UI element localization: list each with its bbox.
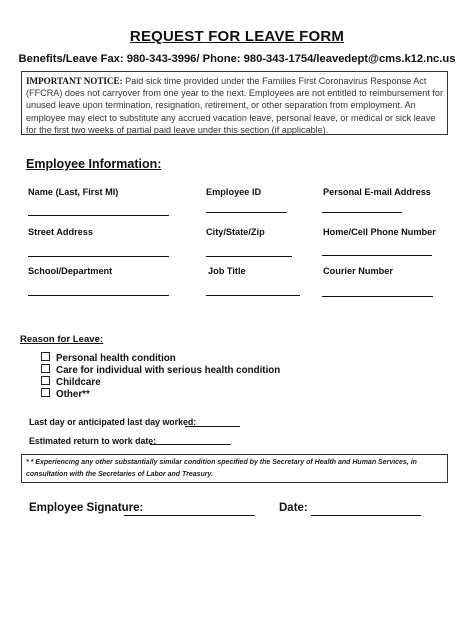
- return-date-label: Estimated return to work date:: [29, 436, 157, 446]
- school-dept-field[interactable]: [28, 295, 169, 296]
- reason-option: [41, 388, 90, 400]
- employee-id-label: Employee ID: [206, 187, 262, 197]
- notice-label: IMPORTANT NOTICE:: [26, 76, 123, 86]
- city-state-zip-label: City/State/Zip: [206, 227, 265, 237]
- city-state-zip-field[interactable]: [206, 256, 292, 257]
- checkbox-care-individual[interactable]: [41, 364, 50, 373]
- checkbox-personal-health[interactable]: [41, 352, 50, 361]
- date-label: Date:: [279, 502, 308, 514]
- form-title: REQUEST FOR LEAVE FORM: [129, 28, 345, 45]
- personal-email-label: Personal E-mail Address: [323, 187, 431, 197]
- employee-info-heading: Employee Information:: [26, 157, 162, 171]
- street-label: Street Address: [28, 227, 94, 237]
- reason-option: [41, 364, 280, 376]
- job-title-field[interactable]: [206, 295, 300, 296]
- footnote-box: * * Experiencing any other substantially similar condition specified by the Secretary of Health and Human Services, in consultation with the Secretaries of Labor and Treasury.: [21, 454, 448, 483]
- notice-text: Paid sick time provided under the Families First Coronavirus Response Act (FFCRA) does not carryover from one year to the next. Employees are not entitled to reimbursement for unused leave upon termination, resignation, retirement, or other separation from employment. An employee may elect to substitute any accrued vacation leave, personal leave, or medical or sick leave for the first two weeks of partial paid leave under this section (if applicable).: [26, 76, 443, 135]
- signature-date-field[interactable]: [311, 515, 421, 516]
- option-label: Care for individual with serious health condition: [56, 365, 281, 376]
- employee-signature-label: Employee Signature:: [29, 502, 144, 514]
- important-notice-box: [21, 71, 448, 135]
- return-date-field[interactable]: [150, 444, 231, 445]
- last-day-label: Last day or anticipated last day worked:: [29, 417, 197, 427]
- option-label: Other**: [56, 389, 90, 400]
- school-dept-label: School/Department: [28, 266, 113, 276]
- courier-label: Courier Number: [323, 266, 393, 276]
- name-field[interactable]: [28, 215, 169, 216]
- job-title-label: Job Title: [208, 266, 246, 276]
- employee-signature-field[interactable]: [124, 515, 255, 516]
- reason-option: [41, 376, 101, 388]
- employee-id-field[interactable]: [206, 212, 287, 213]
- phone-label: Home/Cell Phone Number: [323, 227, 436, 237]
- last-day-field[interactable]: [185, 426, 240, 427]
- reason-option: [41, 352, 176, 364]
- checkbox-other[interactable]: [41, 388, 50, 397]
- phone-field[interactable]: [322, 255, 432, 256]
- name-label: Name (Last, First MI): [28, 187, 119, 197]
- reason-heading: Reason for Leave:: [20, 334, 104, 345]
- courier-field[interactable]: [322, 296, 433, 297]
- option-label: Childcare: [56, 377, 101, 388]
- personal-email-field[interactable]: [322, 212, 402, 213]
- street-field[interactable]: [28, 256, 169, 257]
- checkbox-childcare[interactable]: [41, 376, 50, 385]
- contact-info: Benefits/Leave Fax: 980-343-3996/ Phone: 980-343-1754/leavedept@cms.k12.nc.us: [18, 53, 456, 65]
- option-label: Personal health condition: [56, 353, 176, 364]
